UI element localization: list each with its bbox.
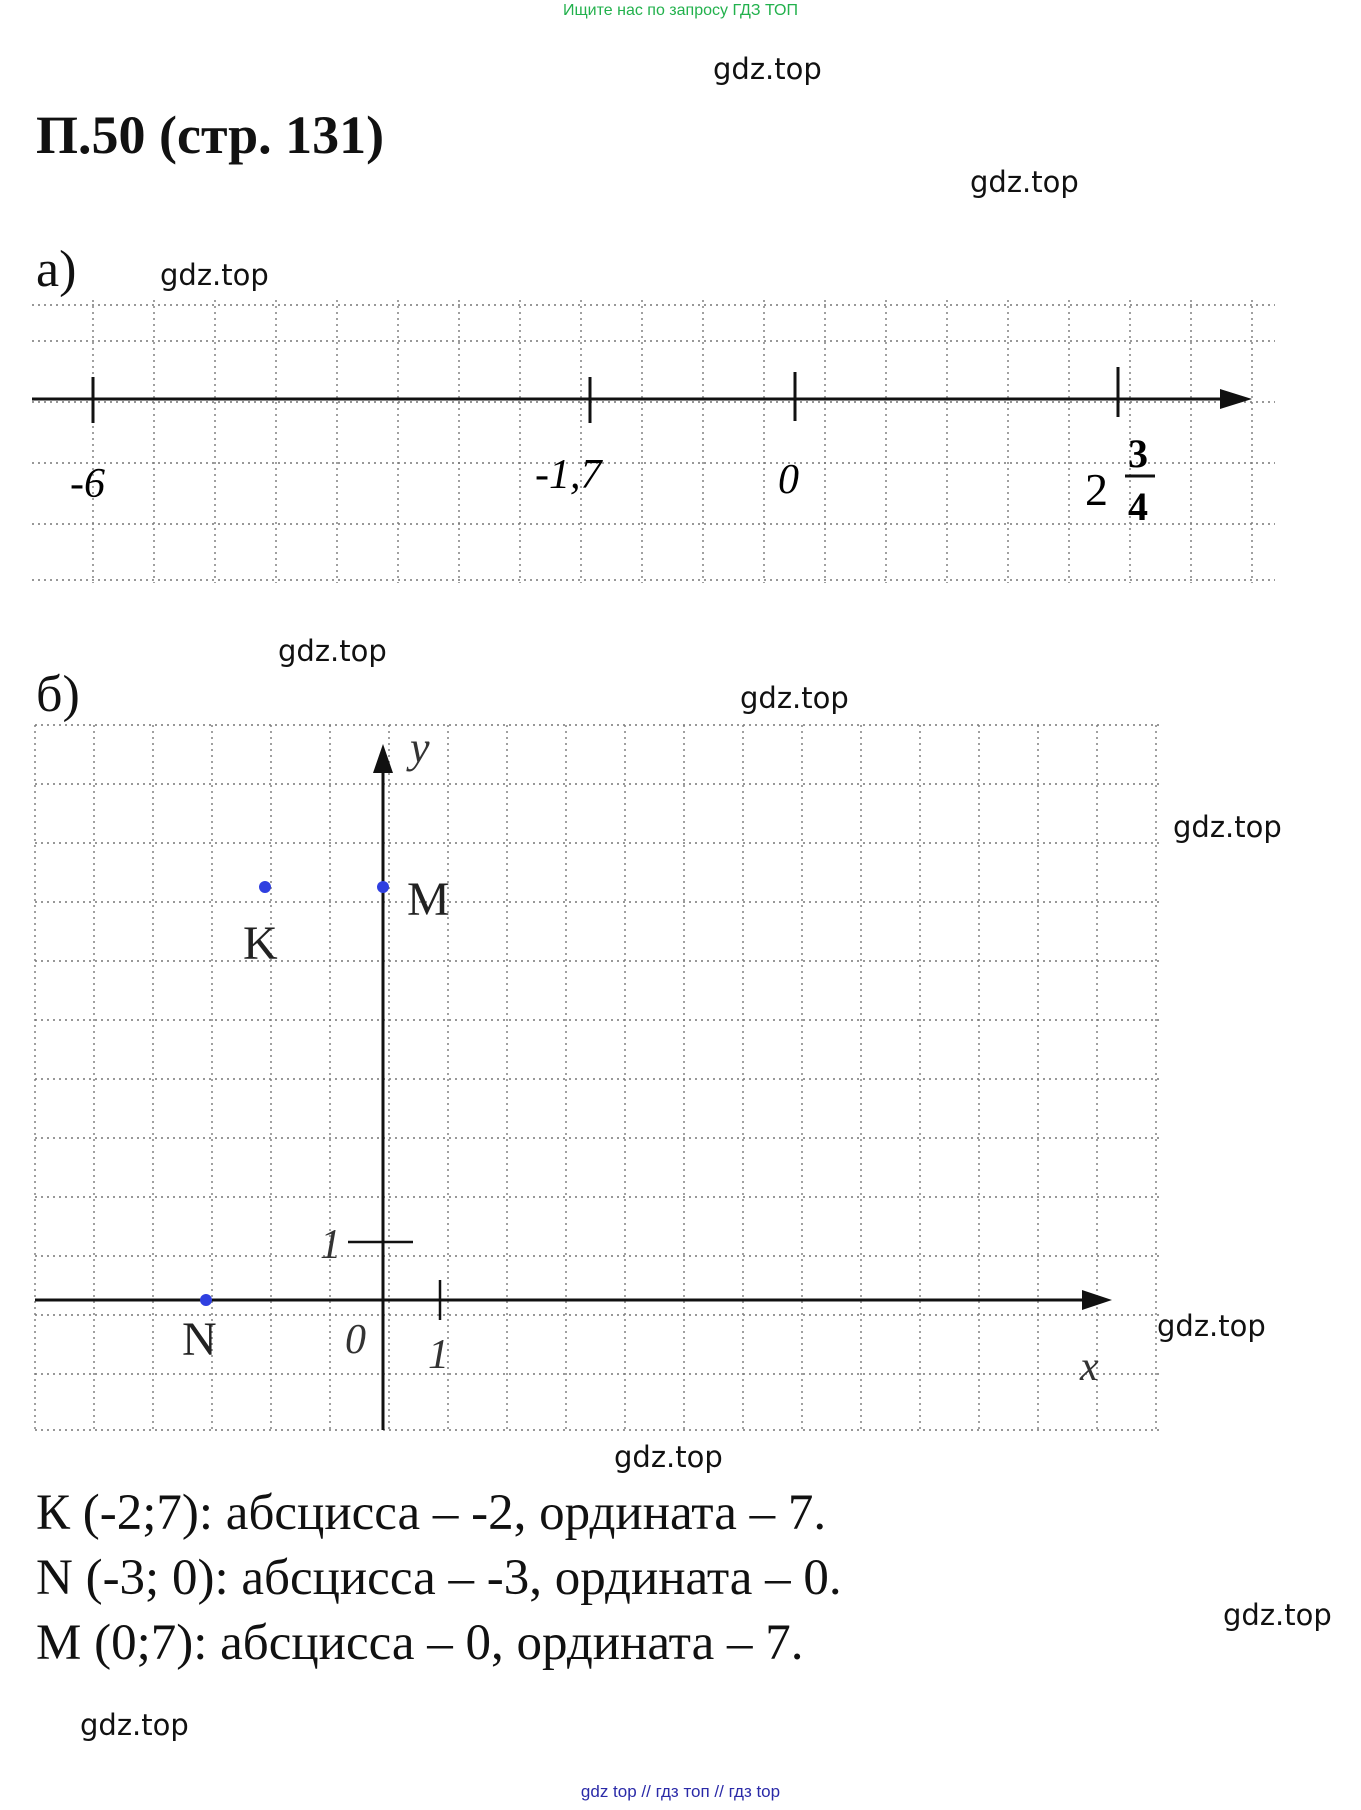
part-b-label: б)	[36, 666, 80, 723]
part-a-label: а)	[36, 241, 77, 298]
x-axis-label: x	[1080, 1344, 1099, 1390]
number-line-figure	[30, 295, 1275, 585]
coordinate-plane-figure	[30, 720, 1165, 1435]
y-unit-label: 1	[320, 1222, 341, 1268]
watermark: gdz.top	[713, 52, 822, 86]
page-title: П.50 (стр. 131)	[36, 105, 385, 165]
top-banner[interactable]: Ищите нас по запросу ГДЗ ТОП	[563, 2, 798, 19]
watermark: gdz.top	[80, 1708, 189, 1742]
point-m	[377, 881, 389, 893]
label-minus-6: -6	[70, 461, 105, 507]
answer-line-n: N (-3; 0): абсцисса – -3, ордината – 0.	[36, 1550, 842, 1606]
label-zero: 0	[778, 457, 799, 503]
watermark: gdz.top	[1223, 1598, 1332, 1632]
point-label-n: N	[182, 1313, 217, 1366]
answer-line-m: M (0;7): абсцисса – 0, ордината – 7.	[36, 1615, 804, 1671]
mixed-numerator: 3	[1128, 431, 1148, 476]
axis-arrow-icon	[1220, 389, 1252, 409]
origin-label: 0	[345, 1317, 366, 1363]
answer-line-k: К (-2;7): абсцисса – -2, ордината – 7.	[36, 1485, 827, 1541]
watermark: gdz.top	[278, 634, 387, 668]
y-axis-label: y	[410, 723, 430, 772]
watermark: gdz.top	[740, 681, 849, 715]
y-axis-arrow-icon	[373, 744, 393, 773]
x-unit-label: 1	[428, 1332, 449, 1378]
label-minus-1-7: -1,7	[535, 452, 602, 498]
grid-lines	[32, 300, 1275, 583]
watermark: gdz.top	[614, 1440, 723, 1474]
mixed-denominator: 4	[1128, 484, 1148, 529]
point-labels	[182, 873, 450, 1366]
point-label-k: K	[243, 917, 278, 970]
watermark: gdz.top	[970, 165, 1079, 199]
footer-links[interactable]: gdz top // гдз топ // гдз top	[580, 1782, 781, 1801]
mixed-whole: 2	[1085, 464, 1108, 515]
point-label-m: M	[407, 873, 450, 926]
watermark: gdz.top	[1157, 1309, 1266, 1343]
watermark: gdz.top	[160, 258, 269, 292]
point-n	[200, 1294, 212, 1306]
point-k	[259, 881, 271, 893]
watermark: gdz.top	[1173, 810, 1282, 844]
